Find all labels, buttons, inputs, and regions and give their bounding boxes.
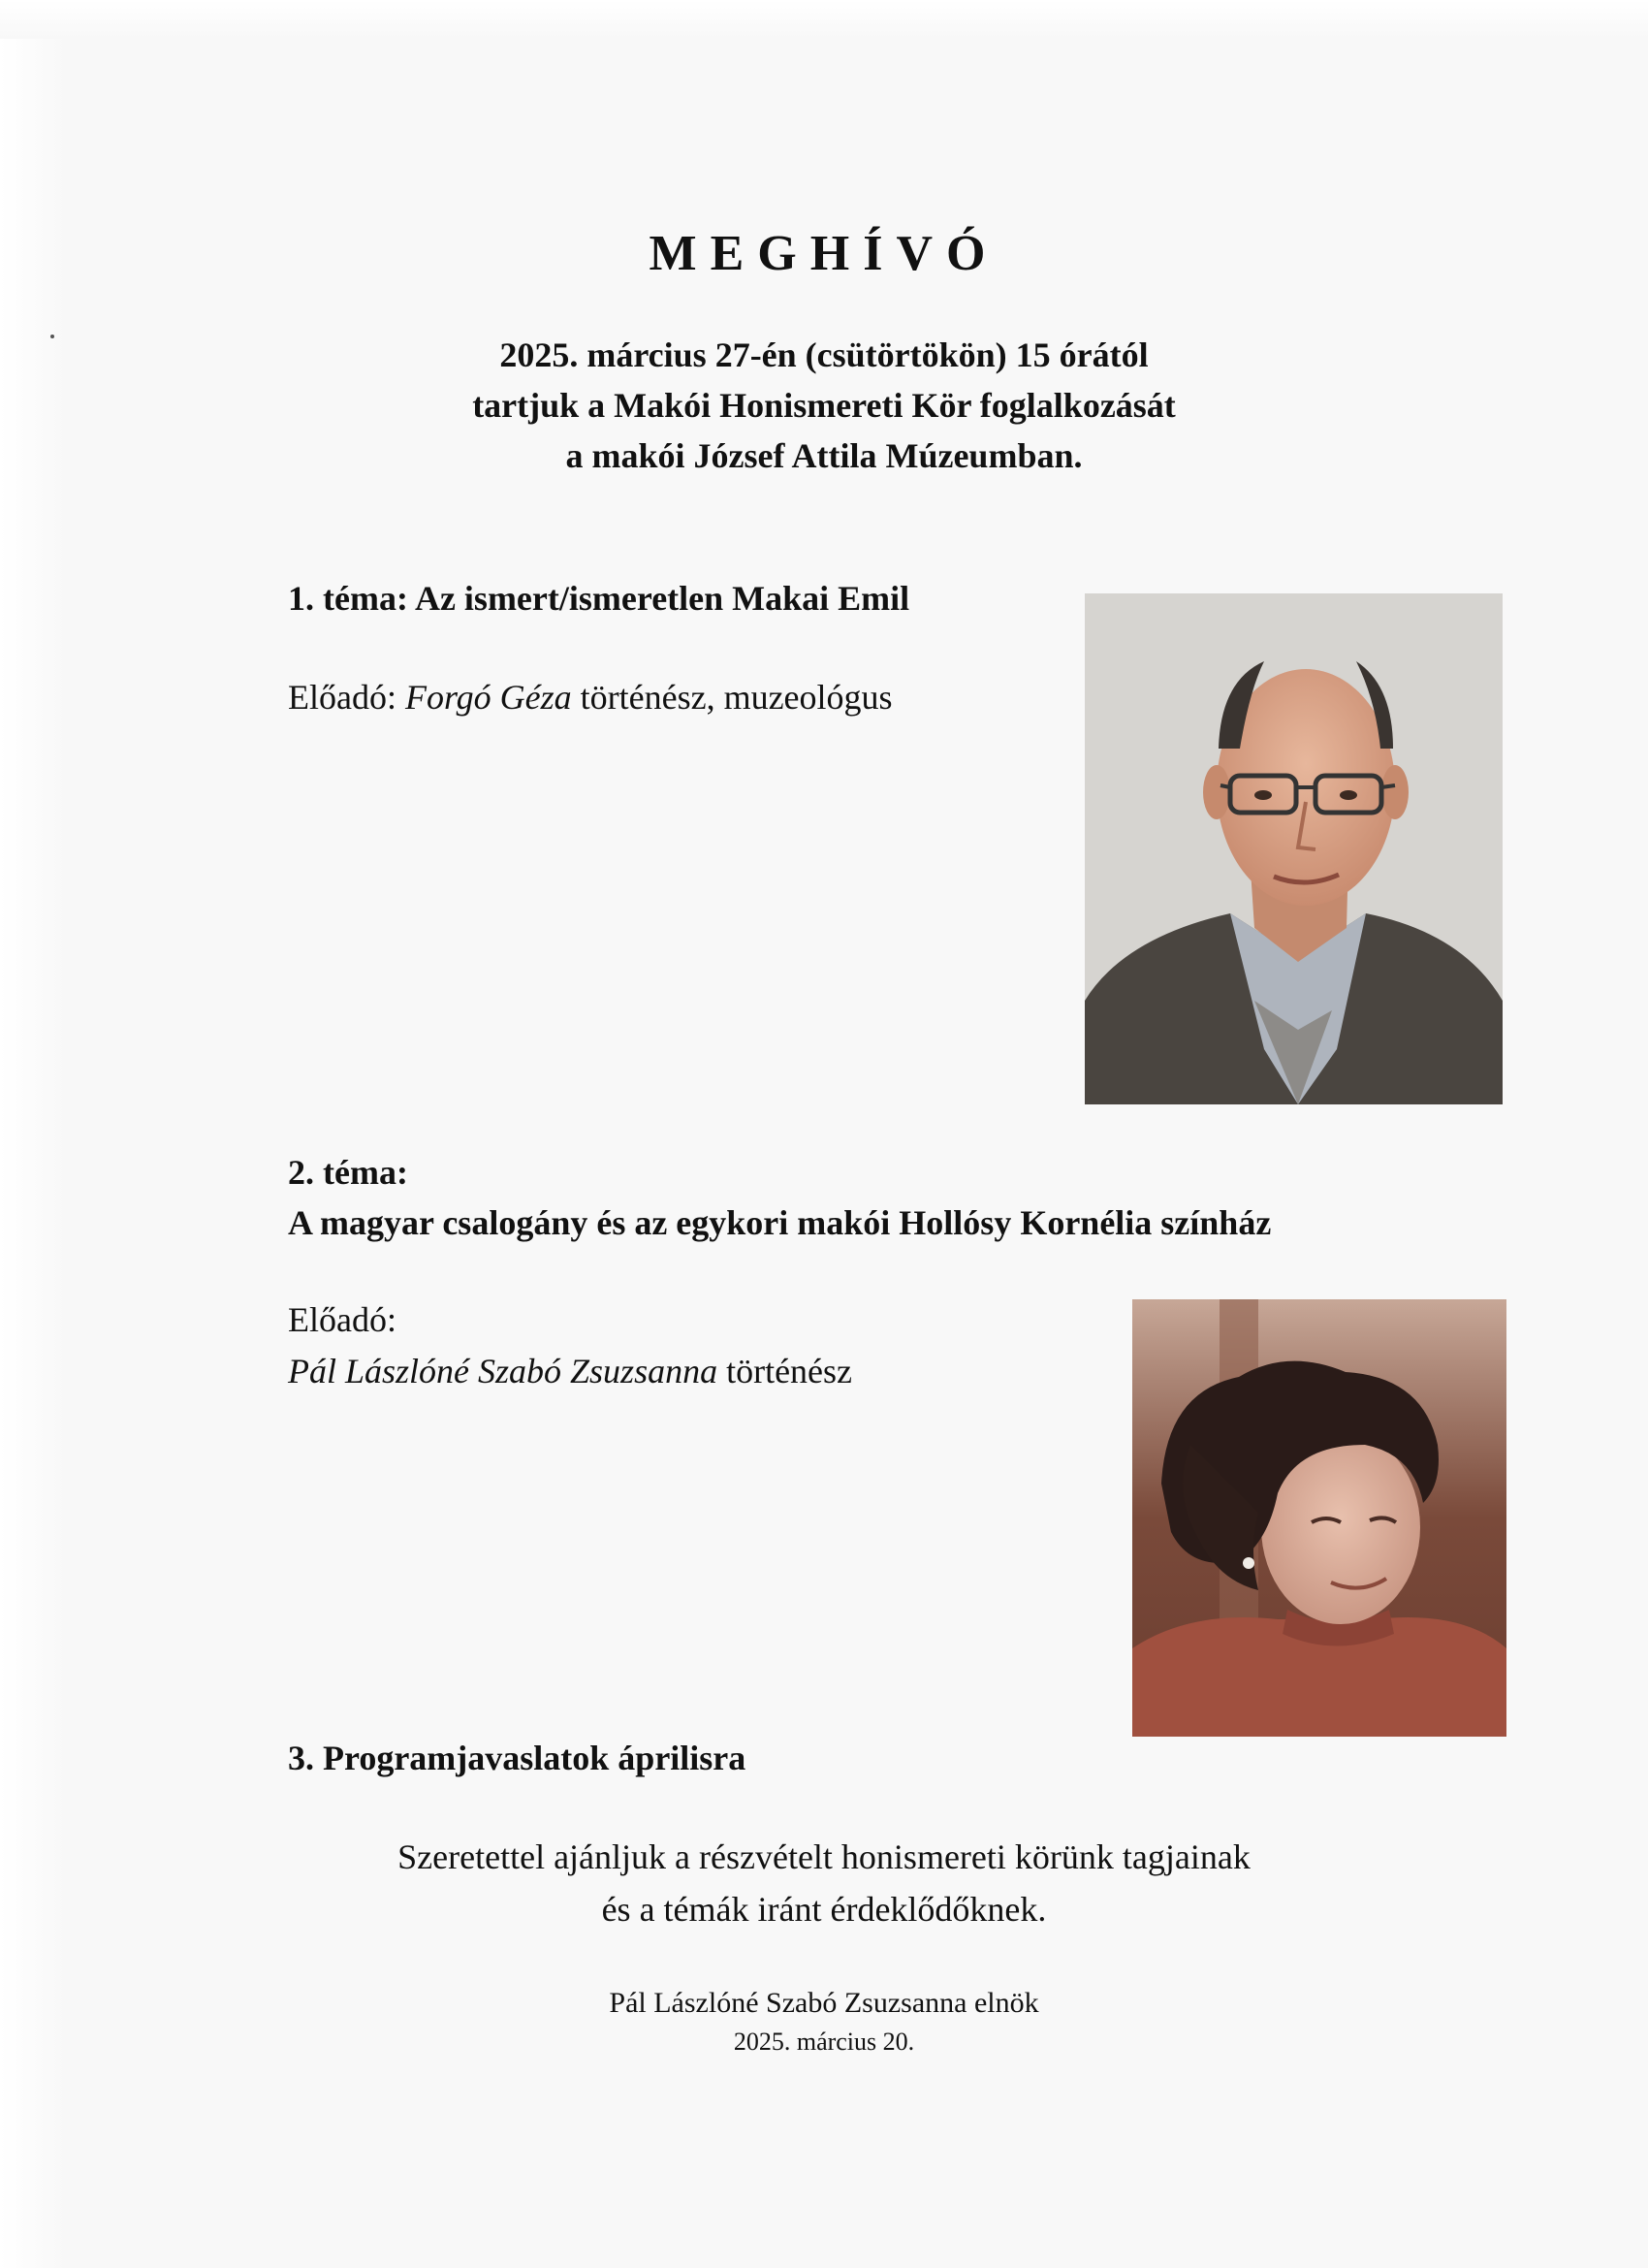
topic2-heading-line-1: 2. téma: (288, 1153, 408, 1192)
intro-line-2: tartjuk a Makói Honismereti Kör foglalkozását (472, 386, 1176, 425)
signature-block (0, 1984, 1648, 2061)
topic3-heading: 3. Programjavaslatok áprilisra (288, 1739, 746, 1777)
topic2-speaker-role: történész (717, 1352, 853, 1390)
topic2-speaker-name: Pál Lászlóné Szabó Zsuzsanna (288, 1352, 718, 1390)
topic2-speaker (288, 1351, 852, 1391)
topic1-speaker (288, 677, 893, 718)
topic2-speaker-label: Előadó: (288, 1300, 396, 1339)
intro-line-3: a makói József Attila Múzeumban. (565, 436, 1083, 475)
closing-text (0, 1831, 1648, 1935)
topic2-heading-line-2: A magyar csalogány és az egykori makói Hollósy Kornélia színház (288, 1203, 1272, 1242)
intro-block (0, 330, 1648, 481)
topic1-speaker-role: történész, muzeológus (571, 678, 893, 717)
topic1-speaker-name: Forgó Géza (404, 678, 572, 717)
signature-date: 2025. március 20. (733, 2028, 915, 2056)
page-title: MEGHÍVÓ (649, 226, 999, 281)
speaker2-portrait (1132, 1299, 1506, 1737)
topic1-heading: 1. téma: Az ismert/ismeretlen Makai Emil (288, 579, 910, 618)
closing-line-1: Szeretettel ajánljuk a részvételt honismereti körünk tagjainak (397, 1837, 1251, 1876)
topic1-speaker-label: Előadó: (288, 678, 405, 717)
intro-line-1: 2025. március 27-én (csütörtökön) 15 órától (499, 335, 1149, 374)
signature-name: Pál Lászlóné Szabó Zsuzsanna elnök (609, 1987, 1039, 2019)
closing-line-2: és a témák iránt érdeklődőknek. (601, 1890, 1047, 1929)
speaker1-portrait (1085, 593, 1503, 1104)
paper-edge (0, 0, 1648, 39)
